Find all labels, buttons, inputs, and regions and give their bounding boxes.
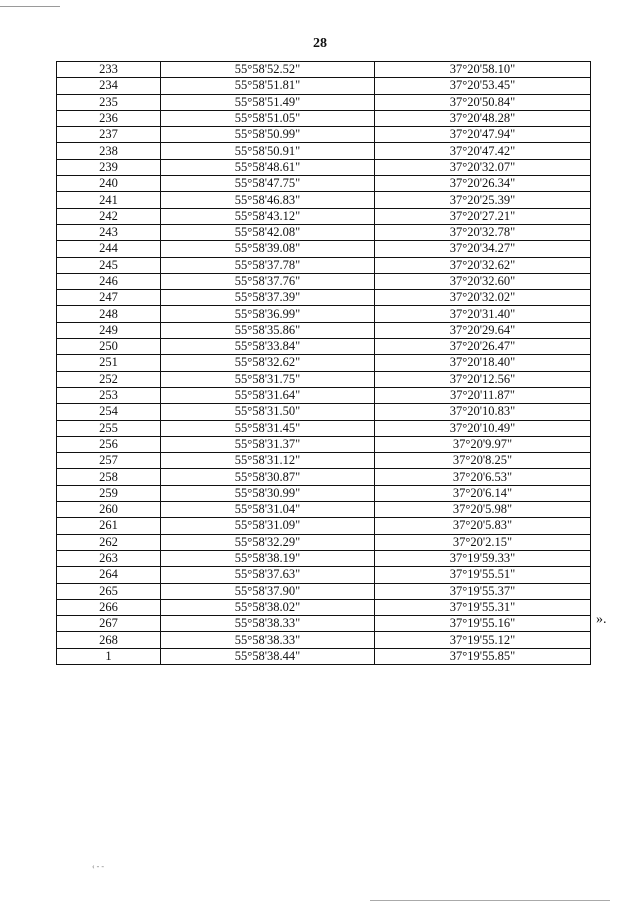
- latitude-cell: 55°58'38.19": [161, 550, 375, 566]
- point-number-cell: 241: [57, 192, 161, 208]
- table-row: [57, 436, 591, 452]
- table-row: [57, 224, 591, 240]
- table-row: [57, 632, 591, 648]
- table-row: [57, 192, 591, 208]
- latitude-cell: 55°58'30.99": [161, 485, 375, 501]
- latitude-cell: 55°58'31.37": [161, 436, 375, 452]
- latitude-cell: 55°58'46.83": [161, 192, 375, 208]
- table-row: [57, 241, 591, 257]
- longitude-cell: 37°20'10.49": [375, 420, 591, 436]
- latitude-cell: 55°58'31.75": [161, 371, 375, 387]
- corner-line: [0, 6, 60, 7]
- point-number-cell: 235: [57, 94, 161, 110]
- table-row: [57, 78, 591, 94]
- latitude-cell: 55°58'32.62": [161, 355, 375, 371]
- latitude-cell: 55°58'50.91": [161, 143, 375, 159]
- table-row: [57, 453, 591, 469]
- page-number: 28: [313, 36, 327, 51]
- point-number-cell: 242: [57, 208, 161, 224]
- latitude-cell: 55°58'37.39": [161, 290, 375, 306]
- point-number-cell: 234: [57, 78, 161, 94]
- point-number-cell: 1: [57, 648, 161, 664]
- point-number-cell: 257: [57, 453, 161, 469]
- table-row: [57, 110, 591, 126]
- point-number-cell: 268: [57, 632, 161, 648]
- latitude-cell: 55°58'51.81": [161, 78, 375, 94]
- longitude-cell: 37°20'32.60": [375, 273, 591, 289]
- table-row: [57, 518, 591, 534]
- point-number-cell: 244: [57, 241, 161, 257]
- point-number-cell: 238: [57, 143, 161, 159]
- table-row: [57, 306, 591, 322]
- longitude-cell: 37°20'34.27": [375, 241, 591, 257]
- table-row: [57, 599, 591, 615]
- point-number-cell: 233: [57, 62, 161, 78]
- longitude-cell: 37°20'2.15": [375, 534, 591, 550]
- latitude-cell: 55°58'33.84": [161, 339, 375, 355]
- longitude-cell: 37°20'53.45": [375, 78, 591, 94]
- bottom-edge-line: [370, 900, 610, 901]
- longitude-cell: 37°20'32.78": [375, 224, 591, 240]
- latitude-cell: 55°58'37.63": [161, 567, 375, 583]
- point-number-cell: 246: [57, 273, 161, 289]
- longitude-cell: 37°20'18.40": [375, 355, 591, 371]
- table-row: [57, 143, 591, 159]
- point-number-cell: 261: [57, 518, 161, 534]
- table-row: [57, 62, 591, 78]
- footer-scan-mark: ‹ - -: [92, 862, 104, 871]
- table-row: [57, 159, 591, 175]
- latitude-cell: 55°58'31.04": [161, 502, 375, 518]
- table-row: [57, 648, 591, 664]
- latitude-cell: 55°58'31.45": [161, 420, 375, 436]
- latitude-cell: 55°58'31.64": [161, 387, 375, 403]
- point-number-cell: 266: [57, 599, 161, 615]
- point-number-cell: 262: [57, 534, 161, 550]
- latitude-cell: 55°58'36.99": [161, 306, 375, 322]
- longitude-cell: 37°20'6.14": [375, 485, 591, 501]
- point-number-cell: 243: [57, 224, 161, 240]
- table-row: [57, 550, 591, 566]
- longitude-cell: 37°20'47.94": [375, 127, 591, 143]
- latitude-cell: 55°58'38.33": [161, 616, 375, 632]
- table-row: [57, 355, 591, 371]
- table-row: [57, 257, 591, 273]
- table-row: [57, 371, 591, 387]
- table-row: [57, 567, 591, 583]
- table-row: [57, 339, 591, 355]
- point-number-cell: 251: [57, 355, 161, 371]
- longitude-cell: 37°20'11.87": [375, 387, 591, 403]
- point-number-cell: 265: [57, 583, 161, 599]
- longitude-cell: 37°20'5.83": [375, 518, 591, 534]
- closing-quote-mark: ».: [596, 612, 607, 627]
- longitude-cell: 37°20'9.97": [375, 436, 591, 452]
- point-number-cell: 248: [57, 306, 161, 322]
- longitude-cell: 37°20'32.02": [375, 290, 591, 306]
- coordinates-table-body: [57, 62, 591, 665]
- longitude-cell: 37°20'5.98": [375, 502, 591, 518]
- point-number-cell: 239: [57, 159, 161, 175]
- latitude-cell: 55°58'31.09": [161, 518, 375, 534]
- longitude-cell: 37°19'55.85": [375, 648, 591, 664]
- table-row: [57, 387, 591, 403]
- table-row: [57, 404, 591, 420]
- table-row: [57, 94, 591, 110]
- longitude-cell: 37°20'27.21": [375, 208, 591, 224]
- longitude-cell: 37°20'26.47": [375, 339, 591, 355]
- latitude-cell: 55°58'51.49": [161, 94, 375, 110]
- longitude-cell: 37°20'6.53": [375, 469, 591, 485]
- table-row: [57, 502, 591, 518]
- latitude-cell: 55°58'37.76": [161, 273, 375, 289]
- point-number-cell: 237: [57, 127, 161, 143]
- point-number-cell: 263: [57, 550, 161, 566]
- point-number-cell: 240: [57, 176, 161, 192]
- latitude-cell: 55°58'50.99": [161, 127, 375, 143]
- latitude-cell: 55°58'32.29": [161, 534, 375, 550]
- latitude-cell: 55°58'48.61": [161, 159, 375, 175]
- table-row: [57, 583, 591, 599]
- longitude-cell: 37°20'50.84": [375, 94, 591, 110]
- table-row: [57, 485, 591, 501]
- point-number-cell: 264: [57, 567, 161, 583]
- latitude-cell: 55°58'37.78": [161, 257, 375, 273]
- longitude-cell: 37°19'55.31": [375, 599, 591, 615]
- longitude-cell: 37°20'12.56": [375, 371, 591, 387]
- latitude-cell: 55°58'38.44": [161, 648, 375, 664]
- longitude-cell: 37°20'47.42": [375, 143, 591, 159]
- table-row: [57, 420, 591, 436]
- longitude-cell: 37°20'10.83": [375, 404, 591, 420]
- latitude-cell: 55°58'51.05": [161, 110, 375, 126]
- longitude-cell: 37°19'55.16": [375, 616, 591, 632]
- point-number-cell: 259: [57, 485, 161, 501]
- table-row: [57, 273, 591, 289]
- longitude-cell: 37°20'31.40": [375, 306, 591, 322]
- latitude-cell: 55°58'35.86": [161, 322, 375, 338]
- point-number-cell: 250: [57, 339, 161, 355]
- longitude-cell: 37°19'55.37": [375, 583, 591, 599]
- point-number-cell: 253: [57, 387, 161, 403]
- table-row: [57, 290, 591, 306]
- longitude-cell: 37°20'25.39": [375, 192, 591, 208]
- table-row: [57, 176, 591, 192]
- latitude-cell: 55°58'52.52": [161, 62, 375, 78]
- latitude-cell: 55°58'31.12": [161, 453, 375, 469]
- point-number-cell: 255: [57, 420, 161, 436]
- point-number-cell: 245: [57, 257, 161, 273]
- point-number-cell: 260: [57, 502, 161, 518]
- point-number-cell: 254: [57, 404, 161, 420]
- latitude-cell: 55°58'31.50": [161, 404, 375, 420]
- point-number-cell: 252: [57, 371, 161, 387]
- latitude-cell: 55°58'39.08": [161, 241, 375, 257]
- latitude-cell: 55°58'30.87": [161, 469, 375, 485]
- longitude-cell: 37°20'29.64": [375, 322, 591, 338]
- point-number-cell: 267: [57, 616, 161, 632]
- longitude-cell: 37°20'26.34": [375, 176, 591, 192]
- longitude-cell: 37°20'58.10": [375, 62, 591, 78]
- longitude-cell: 37°19'55.51": [375, 567, 591, 583]
- point-number-cell: 247: [57, 290, 161, 306]
- table-row: [57, 469, 591, 485]
- latitude-cell: 55°58'38.33": [161, 632, 375, 648]
- longitude-cell: 37°19'55.12": [375, 632, 591, 648]
- point-number-cell: 258: [57, 469, 161, 485]
- longitude-cell: 37°19'59.33": [375, 550, 591, 566]
- longitude-cell: 37°20'32.62": [375, 257, 591, 273]
- latitude-cell: 55°58'42.08": [161, 224, 375, 240]
- point-number-cell: 249: [57, 322, 161, 338]
- point-number-cell: 256: [57, 436, 161, 452]
- latitude-cell: 55°58'37.90": [161, 583, 375, 599]
- table-row: [57, 534, 591, 550]
- latitude-cell: 55°58'43.12": [161, 208, 375, 224]
- latitude-cell: 55°58'47.75": [161, 176, 375, 192]
- longitude-cell: 37°20'32.07": [375, 159, 591, 175]
- table-row: [57, 322, 591, 338]
- table-row: [57, 208, 591, 224]
- table-row: [57, 616, 591, 632]
- longitude-cell: 37°20'8.25": [375, 453, 591, 469]
- table-row: [57, 127, 591, 143]
- latitude-cell: 55°58'38.02": [161, 599, 375, 615]
- longitude-cell: 37°20'48.28": [375, 110, 591, 126]
- point-number-cell: 236: [57, 110, 161, 126]
- coordinates-table: [56, 61, 591, 665]
